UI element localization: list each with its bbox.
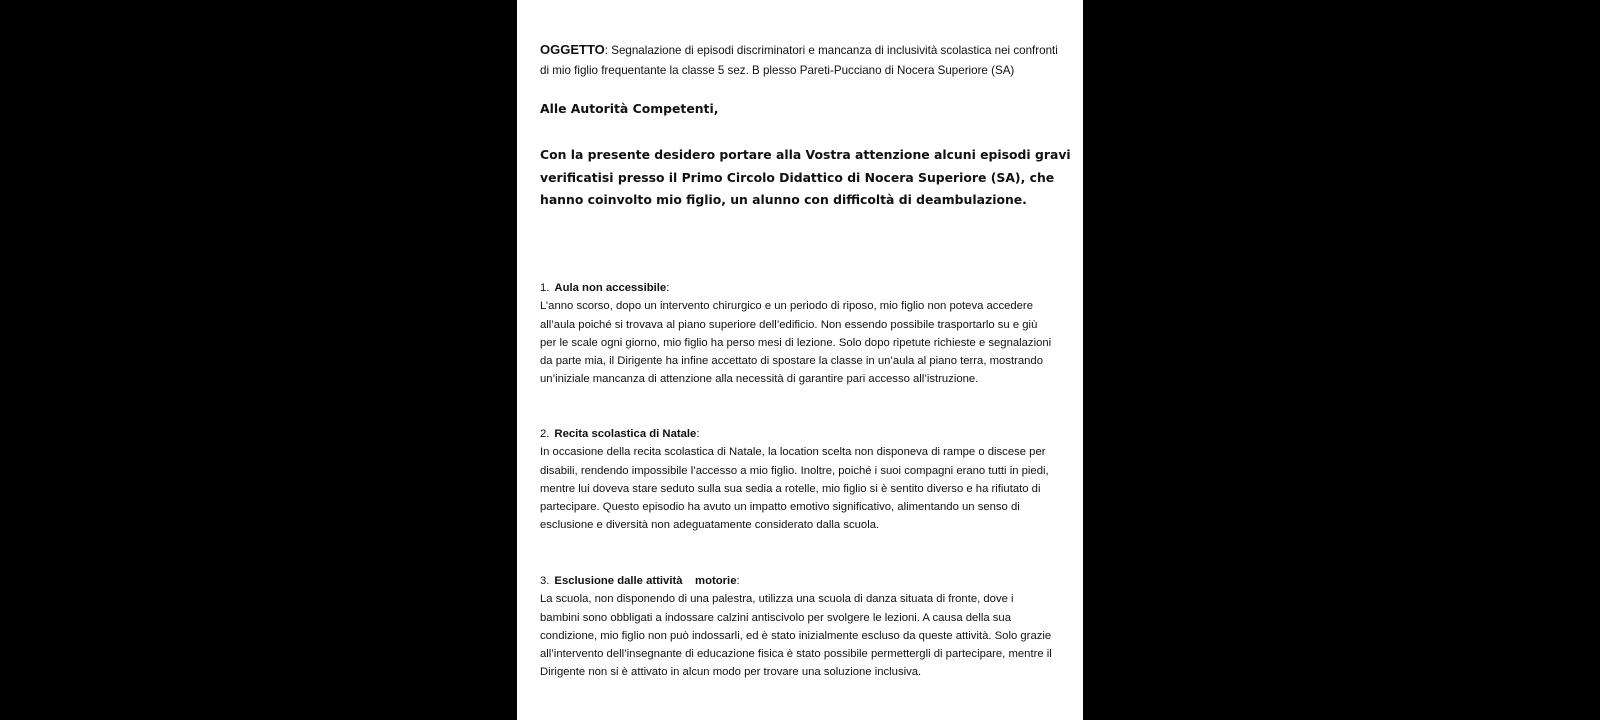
section-body-line: per le scale ogni giorno, mio figlio ha perso mesi di lezione. Solo dopo ripetute richieste e segnalazioni xyxy=(540,336,1052,349)
section-number: 3. xyxy=(540,575,550,587)
section-body-line: da parte mia, il Dirigente ha infine accettato di spostare la classe in un’aula al piano terra, mostrando xyxy=(540,355,1043,368)
section-title-suffix: : xyxy=(666,282,670,294)
section-esclusione-attivita-motorie xyxy=(540,572,1070,682)
section-body-line: all’aula poiché si trovava al piano superiore dell’edificio. Non essendo possibile trasportarlo su e giù xyxy=(540,318,1038,331)
section-body-line: esclusione e diversità non adeguatamente considerato dalla scuola. xyxy=(540,519,880,532)
section-body-line: Dirigente non si è attivato in alcun modo per trovare una soluzione inclusiva. xyxy=(540,666,922,679)
section-heading xyxy=(540,279,1070,297)
section-body-line: In occasione della recita scolastica di Natale, la location scelta non disponeva di rampe o discese per xyxy=(540,446,1046,459)
section-body-line: mentre lui doveva stare seduto sulla sua sedia a rotelle, mio figlio si è sentito diverso e ha rifiutato di xyxy=(540,482,1041,495)
section-body-line: disabili, rendendo impossibile l’accesso a mio figlio. Inoltre, poiché i suoi compagni erano tutti in piedi, xyxy=(540,464,1049,477)
intro-line: verificatisi presso il Primo Circolo Didattico di Nocera Superiore (SA), che xyxy=(540,169,1055,185)
section-body-line: La scuola, non disponendo di una palestra, utilizza una scuola di danza situata di fronte, dove i xyxy=(540,593,1014,606)
section-body-line: L’anno scorso, dopo un intervento chirurgico e un periodo di riposo, mio figlio non poteva accedere xyxy=(540,300,1033,313)
subject-label: OGGETTO xyxy=(540,42,605,57)
section-body-line: all’intervento dell’insegnante di educazione fisica è stato possibile permettergli di partecipare, mentre il xyxy=(540,648,1052,661)
section-heading xyxy=(540,425,1070,443)
section-body-line: partecipare. Questo episodio ha avuto un impatto emotivo significativo, alimentando un senso di xyxy=(540,501,1020,514)
salutation: Alle Autorità Competenti, xyxy=(540,101,719,116)
section-title-suffix: : xyxy=(696,428,700,440)
intro-line: hanno coinvolto mio figlio, un alunno con difficoltà di deambulazione. xyxy=(540,192,1027,207)
subject-separator: : xyxy=(604,44,612,57)
section-number: 1. xyxy=(540,282,550,294)
section-title-suffix: : xyxy=(736,575,740,587)
intro-paragraph xyxy=(540,144,1071,212)
document-page xyxy=(517,0,1083,720)
section-title: Recita scolastica di Natale xyxy=(554,428,697,440)
intro-line: Con la presente desidero portare alla Vostra attenzione alcuni episodi gravi xyxy=(540,147,1071,162)
section-body-line: un’iniziale mancanza di attenzione alla necessità di garantire pari accesso all’istruzione. xyxy=(540,373,979,386)
section-body-line: condizione, mio figlio non può indossarli, ed è stato inizialmente escluso da queste attività. Solo grazie xyxy=(540,629,1052,642)
section-number: 2. xyxy=(540,428,550,440)
subject-text: Segnalazione di episodi discriminatori e mancanza di inclusività scolastica nei confronti di mio figlio frequentante la classe 5 sez. B plesso Pareti-Pucciano di Nocera Superiore (SA) xyxy=(540,44,1058,77)
subject-line xyxy=(540,40,1060,80)
section-title: Aula non accessibile xyxy=(554,282,667,294)
section-aula-non-accessibile xyxy=(540,279,1070,389)
section-heading xyxy=(540,572,1070,590)
section-body-line: bambini sono obbligati a indossare calzini antiscivolo per svolgere le lezioni. A causa della sua xyxy=(540,611,1011,624)
section-recita-natale xyxy=(540,425,1070,535)
section-title: Esclusione dalle attività motorie xyxy=(554,575,737,587)
